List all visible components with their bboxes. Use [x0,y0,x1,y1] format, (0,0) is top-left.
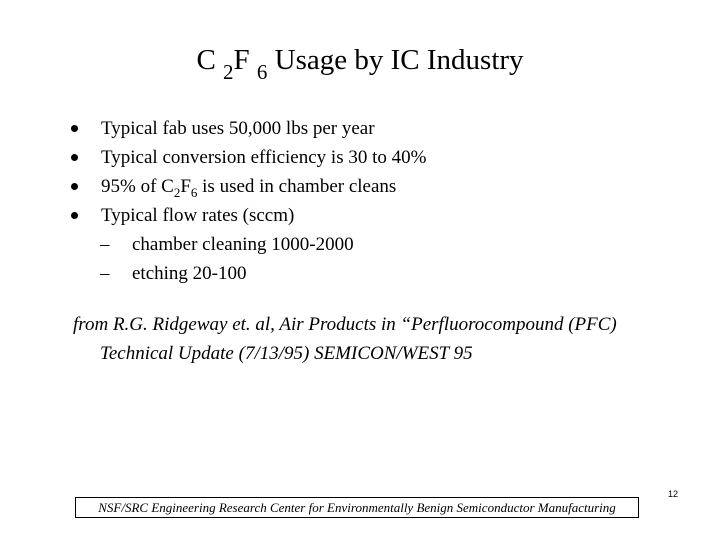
sub-bullet-text: etching 20-100 [132,263,247,284]
bullet-mid: F [180,176,191,197]
page-number: 12 [668,489,679,499]
slide-title [0,40,720,82]
bullet-suffix: is used in chamber cleans [197,176,397,197]
dash-icon: – [100,234,110,255]
citation-line-1: from R.G. Ridgeway et. al, Air Products in “Perfluorocompound (PFC) [73,314,617,335]
bullet-text: Typical flow rates (sccm) [101,205,295,226]
title-suffix: Usage by IC Industry [267,44,524,76]
bullet-text: Typical fab uses 50,000 lbs per year [101,118,375,139]
bullet-item [0,172,720,201]
bullet-list [0,114,720,288]
dash-icon: – [100,263,110,284]
footer-banner: NSF/SRC Engineering Research Center for Environmentally Benign Semiconductor Manufacturing [75,497,639,518]
title-mid: F [233,44,257,76]
chem-subscript-2: 2 [173,185,181,200]
bullet-dot-icon [71,212,78,219]
bullet-item [0,201,720,230]
bullet-dot-icon [71,183,78,190]
bullet-prefix: 95% of C [101,176,174,197]
sub-bullet-item [0,230,720,259]
bullet-dot-icon [71,125,78,132]
sub-bullet-text: chamber cleaning 1000-2000 [132,234,354,255]
title-subscript-2: 2 [223,60,234,84]
bullet-text-chemical [101,172,396,202]
bullet-text: Typical conversion efficiency is 30 to 40% [101,147,427,168]
sub-bullet-item [0,259,720,288]
citation-line-2: Technical Update (7/13/95) SEMICON/WEST 95 [100,343,473,364]
citation [73,310,673,368]
bullet-item [0,143,720,172]
title-subscript-6: 6 [256,60,268,84]
bullet-item [0,114,720,143]
bullet-dot-icon [71,154,78,161]
title-prefix: C [196,44,224,76]
chem-subscript-6: 6 [190,185,198,200]
